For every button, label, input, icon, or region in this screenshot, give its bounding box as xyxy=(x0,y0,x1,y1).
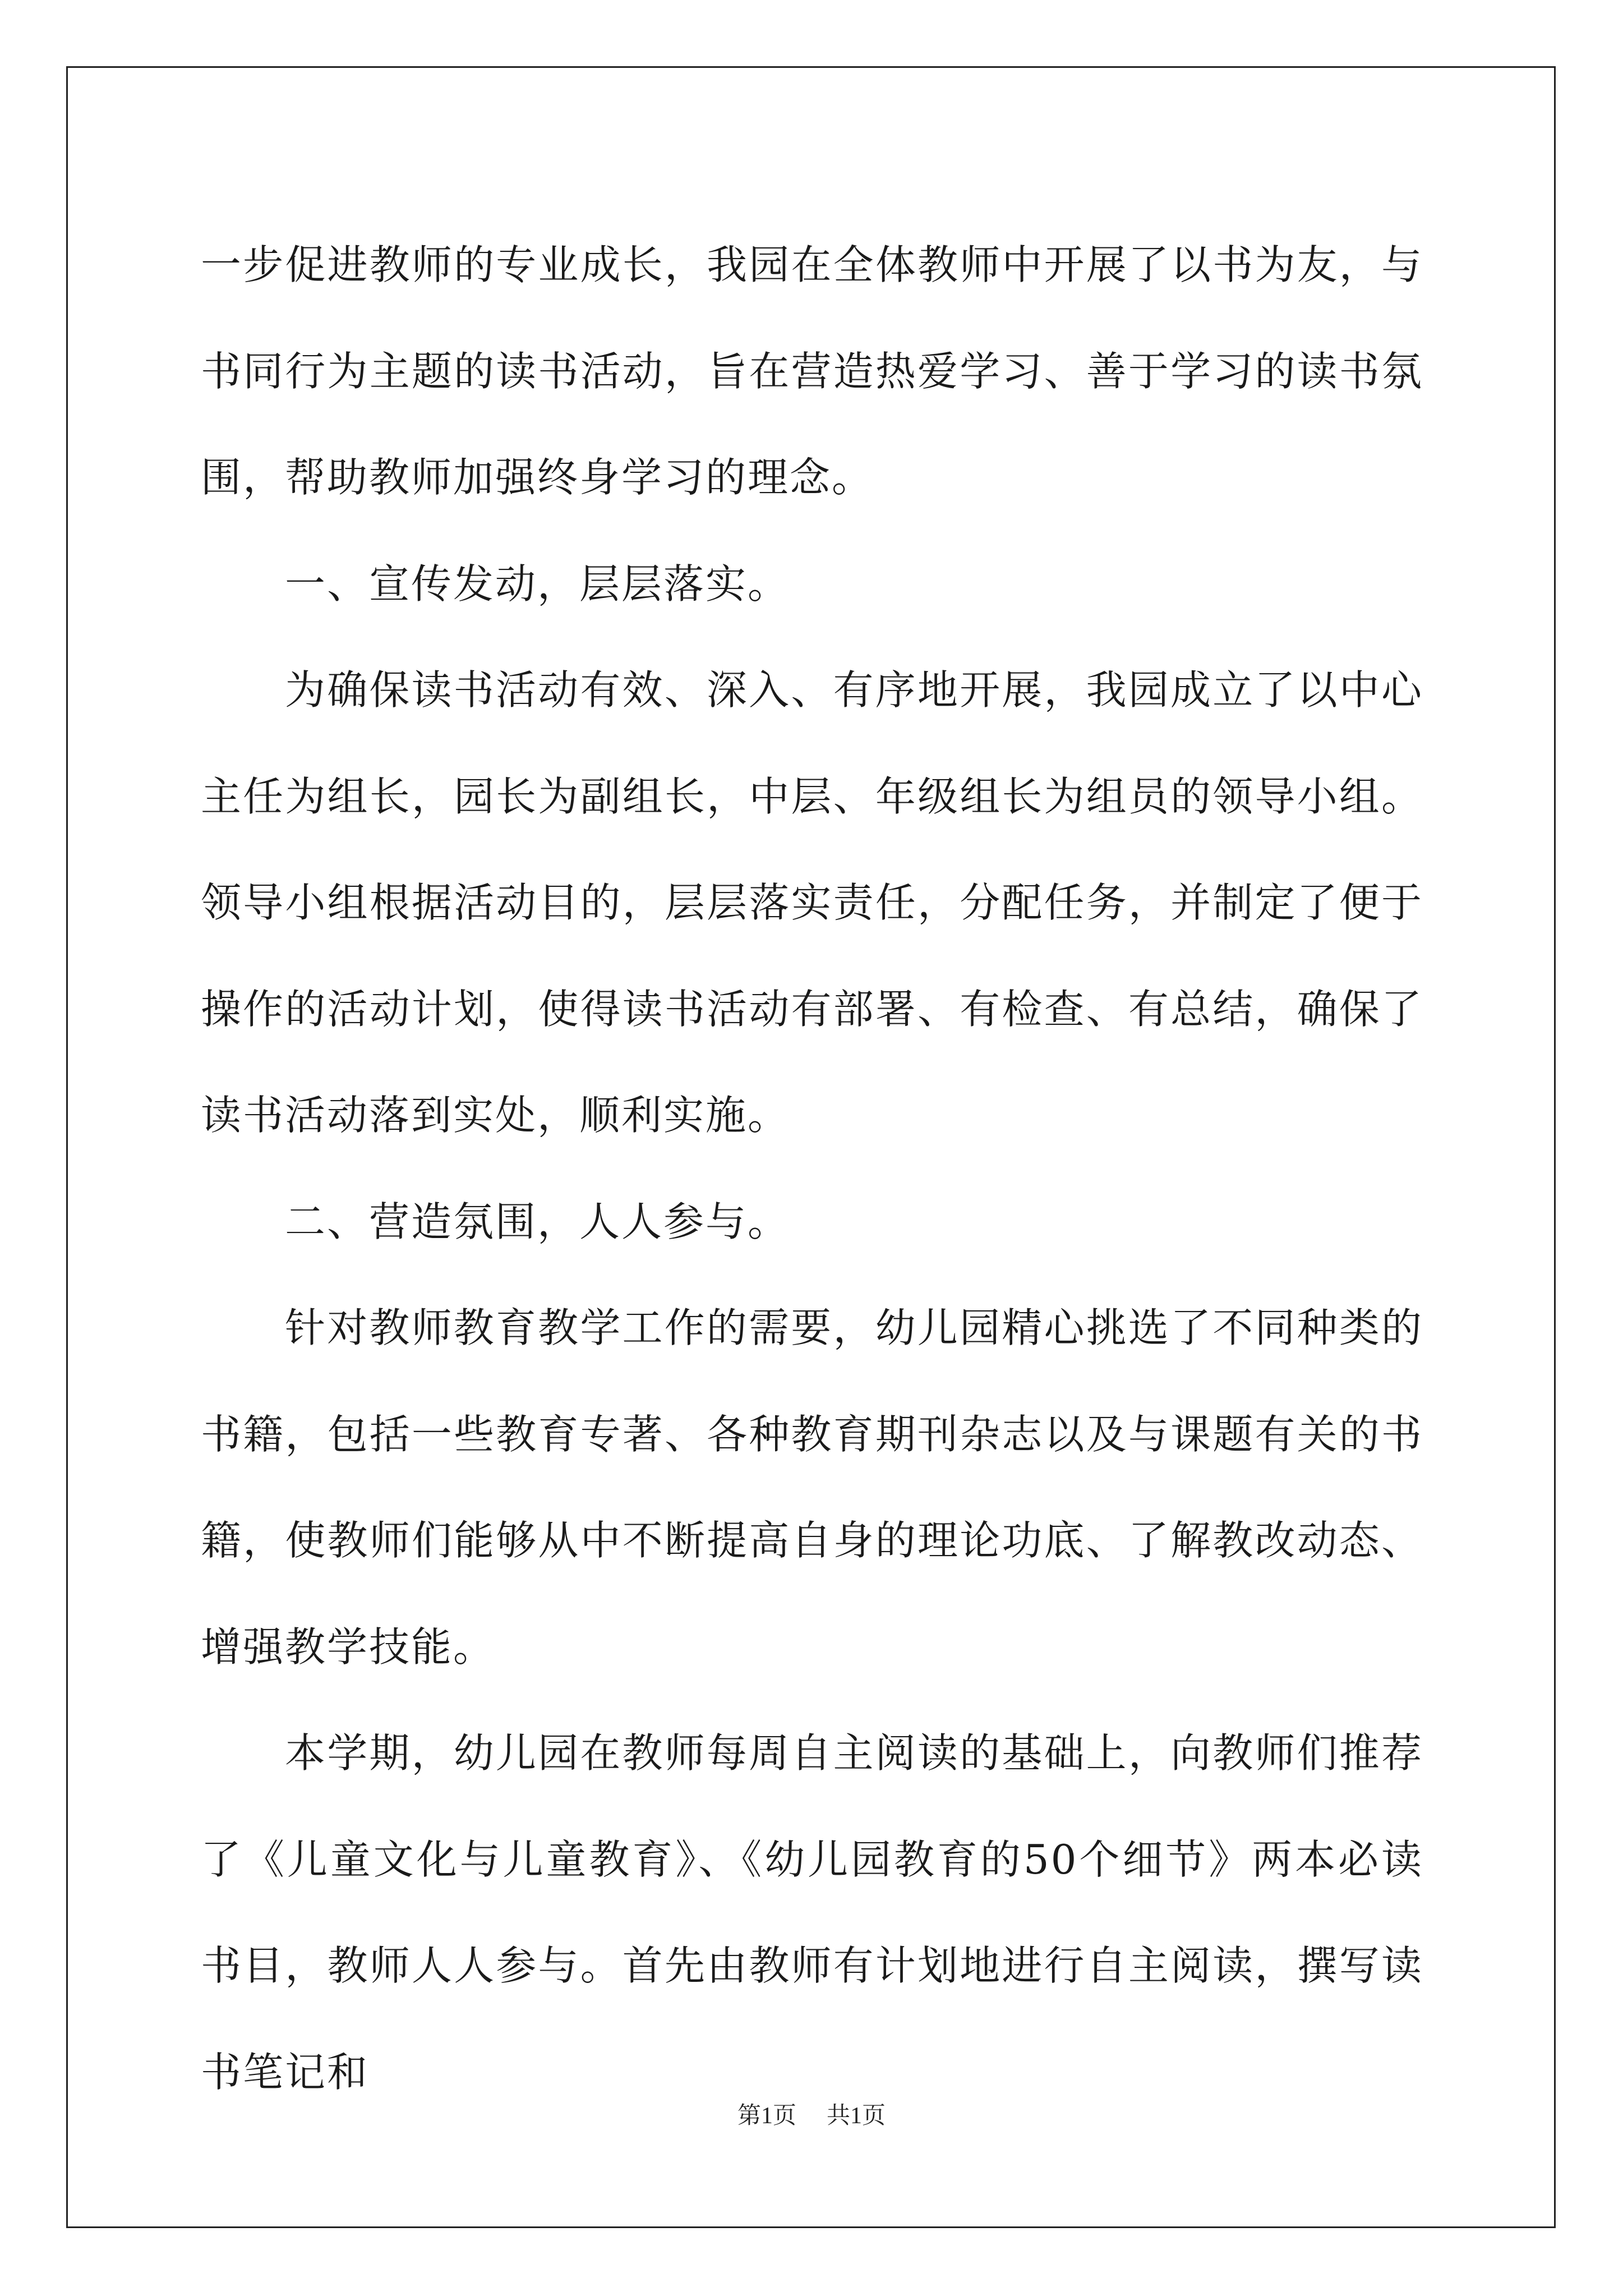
section-heading-2: 二、营造氛围，人人参与。 xyxy=(285,1198,790,1245)
page-number: 第1页 xyxy=(737,2103,796,2129)
page-footer xyxy=(0,2097,1623,2131)
paragraph-leadership: 为确保读书活动有效、深入、有序地开展，我园成立了以中心主任为组长，园长为副组长，中层、年级组长为组员的领导小组。领导小组根据活动目的，层层落实责任，分配任务，并制定了便于操作的活动计划，使得读书活动有部署、有检查、有总结，确保了读书活动落到实处，顺利实施。 xyxy=(201,666,1423,1139)
paragraph-books: 针对教师教育教学工作的需要，幼儿园精心挑选了不同种类的书籍，包括一些教育专著、各种教育期刊杂志以及与课题有关的书籍，使教师们能够从中不断提高自身的理论功底、了解教改动态、增强教学技能。 xyxy=(201,1304,1423,1671)
paragraph-intro: 一步促进教师的专业成长，我园在全体教师中开展了以书为友，与书同行为主题的读书活动，旨在营造热爱学习、善于学习的读书氛围，帮助教师加强终身学习的理念。 xyxy=(201,241,1423,501)
page-total: 共1页 xyxy=(827,2103,886,2129)
section-heading-1: 一、宣传发动，层层落实。 xyxy=(285,560,790,608)
paragraph-semester: 本学期，幼儿园在教师每周自主阅读的基础上，向教师们推荐了《儿童文化与儿童教育》、《幼儿园教育的50个细节》两本必读书目，教师人人参与。首先由教师有计划地进行自主阅读，撰写读书笔记和 xyxy=(201,1729,1423,2096)
document-body xyxy=(201,212,1423,2125)
